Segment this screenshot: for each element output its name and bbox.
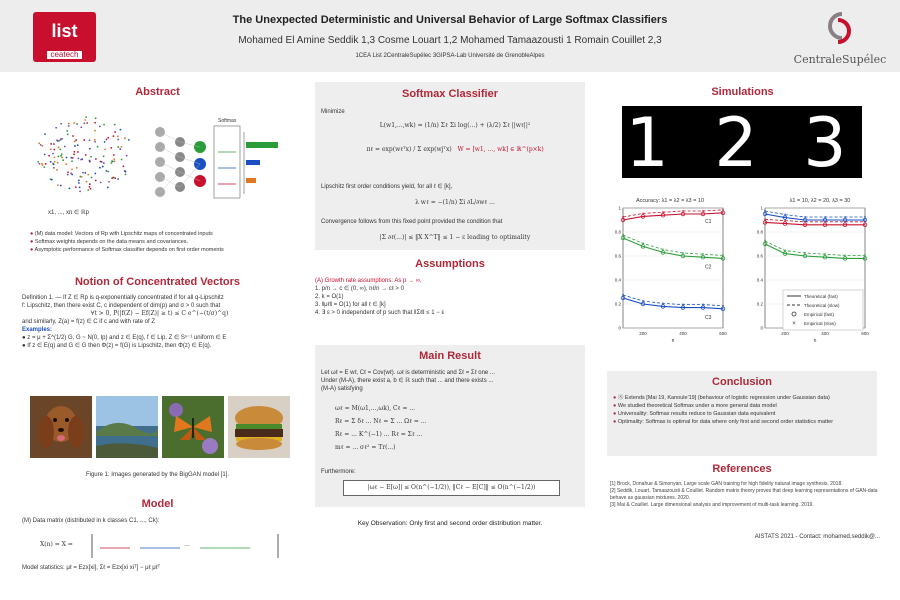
main-result-eq: Rℓ = ... K^(−1) ... Rℓ = Σℓ ... (335, 431, 423, 438)
cloud-point (71, 157, 73, 159)
cloud-point (111, 160, 113, 162)
y-tick-label: 0.4 (756, 277, 763, 283)
cloud-point (114, 124, 116, 126)
data-point-x: × (843, 253, 847, 260)
cloud-point (84, 119, 86, 121)
cloud-point (60, 185, 62, 187)
cloud-point (62, 159, 64, 161)
cloud-point (114, 177, 116, 179)
examples-label: Examples: (22, 327, 53, 333)
data-point-x: × (803, 219, 807, 226)
abstract-heading: Abstract (135, 86, 180, 98)
dog-image (30, 396, 92, 458)
cloud-point (94, 139, 96, 141)
data-point-x: × (661, 210, 665, 217)
cloud-point (89, 139, 91, 141)
cloud-point (89, 148, 91, 150)
data-point-x: × (681, 302, 685, 309)
cloud-point (113, 135, 115, 137)
cloud-point (73, 122, 75, 124)
cloud-point (106, 139, 108, 141)
cs-logo-icon (820, 10, 860, 46)
main-result-eq: mℓ = ... σℓ² = Tr(...) (335, 444, 396, 451)
assumptions-list (315, 277, 585, 317)
key-observation (315, 520, 585, 527)
abstract-bullet: ● (M) data model: Vectors of Rp with Lipschitz maps of concentrated inputs (30, 231, 213, 237)
cloud-point (83, 122, 85, 124)
cloud-point (50, 148, 52, 150)
data-point-x: × (823, 215, 827, 221)
cloud-point (124, 137, 126, 139)
cloud-point (76, 167, 78, 169)
cloud-point (53, 143, 55, 145)
cloud-point (104, 149, 106, 151)
softmax-minimize: Minimize (321, 109, 345, 115)
assumption-item: 4. ∃ ε > 0 independent of p such that ‖Σℓ‖ ≤ 1 − ε (315, 310, 445, 316)
main-result-heading: Main Result (419, 350, 481, 362)
poster-header (0, 0, 900, 72)
cloud-point (102, 166, 104, 168)
data-point-x: × (843, 215, 847, 221)
abstract-bullets (30, 230, 300, 254)
cloud-point (79, 190, 81, 192)
cloud-point (50, 161, 52, 163)
y-tick-label: 0.6 (614, 253, 621, 259)
plot2-title: λ1 = 10, λ2 = 20, λ3 = 30 (789, 198, 851, 204)
matrix-label: X(n) = X = (40, 541, 73, 548)
cloud-point (90, 188, 92, 190)
y-tick-label: 0.8 (614, 229, 621, 235)
plot1-title: Accuracy: λ1 = λ2 = λ3 = 10 (635, 198, 705, 204)
conclusion-item: ● Universality: Softmax results reduce to Gaussian data equivalent (613, 411, 776, 417)
cloud-point (56, 139, 58, 141)
series-label: C2 (705, 264, 712, 271)
cloud-point (117, 139, 119, 141)
concentrated-heading: Notion of Concentrated Vectors (74, 276, 241, 288)
data-point-x: × (701, 209, 705, 215)
cloud-point (87, 189, 89, 191)
data-matrix (40, 532, 280, 560)
cloud-point (95, 158, 97, 160)
cloud-point (56, 169, 58, 171)
cloud-point (113, 158, 115, 160)
cloud-point (94, 173, 96, 175)
series-label: C1 (705, 218, 712, 225)
cloud-point (43, 166, 45, 168)
legend-item: Empirical (slow) (804, 321, 836, 326)
cloud-point (126, 155, 128, 157)
cloud-point (67, 174, 69, 176)
cloud-point (77, 144, 79, 146)
softmax-heading: Softmax Classifier (402, 88, 498, 100)
cloud-point (87, 174, 89, 176)
plot-accuracy-equal (615, 206, 728, 345)
y-tick-label: 0.8 (756, 229, 763, 235)
cloud-point (40, 144, 42, 146)
data-point-x: × (621, 233, 625, 239)
cloud-point (61, 157, 63, 159)
cloud-point (107, 187, 109, 189)
data-point-x: × (641, 241, 645, 248)
definition-line: Definition 1. — If Z ∈ Rp is q-exponentially concentrated if for all q-Lipschitz (22, 295, 224, 301)
x-tick-label: 600 (861, 331, 869, 336)
cloud-point (94, 130, 96, 132)
cloud-point (120, 146, 122, 148)
cloud-point (121, 159, 123, 161)
x-tick-label: 400 (821, 331, 829, 336)
digits-text: 1 2 3 (625, 106, 859, 178)
centralesupelec-logo (790, 10, 890, 66)
main-result-eq: Rℓ = Σ δℓ ... Nℓ = Σ ... Ωℓ = ... (335, 418, 427, 425)
cloud-point (75, 186, 77, 188)
abstract-fig-label: x1, ..., xn ∈ ℝp (48, 210, 89, 216)
assumptions-intro: (A) Growth rate assumptions: As p → ∞, (315, 278, 422, 284)
cloud-point (68, 187, 70, 189)
simulations-heading: Simulations (711, 86, 774, 98)
digits-image (622, 106, 862, 178)
cloud-point (99, 167, 101, 169)
legend-item: Empirical (fast) (804, 312, 835, 317)
cloud-point (94, 122, 96, 124)
data-point-x: × (823, 252, 827, 259)
logo-text: list (51, 21, 78, 41)
cloud-point (55, 127, 57, 129)
main-result-line: Under (M-A), there exist a, b ∈ ℝ such that ... and there exists ... (321, 378, 494, 384)
cloud-point (110, 147, 112, 149)
cloud-point (103, 162, 105, 164)
cloud-point (80, 126, 82, 128)
data-point-x: × (641, 211, 645, 218)
data-point-x: × (701, 302, 705, 309)
assumptions-heading: Assumptions (415, 258, 485, 270)
cloud-point (77, 157, 79, 159)
cloud-point (66, 157, 68, 159)
cloud-point (84, 172, 86, 174)
data-point-x: × (783, 212, 787, 219)
cloud-point (91, 177, 93, 179)
cloud-point (72, 135, 74, 137)
cloud-point (114, 160, 116, 162)
data-point-x: × (621, 215, 625, 221)
cloud-point (70, 172, 72, 174)
cloud-point (58, 155, 60, 157)
cloud-point (89, 183, 91, 185)
abstract-bullet: ● Asymptotic performance of Softmax classifier depends on first order moments (30, 247, 224, 253)
y-tick-label: 0.2 (614, 301, 621, 307)
softmax-loss: L(w1,...,wk) = (1/n) Σℓ Σi log(...) + (λ/2) Σℓ ||wℓ||² (379, 122, 531, 129)
cloud-point (38, 142, 40, 144)
example-item: ● z = μ + Σ^(1/2) G, G ~ N(0, Ip) and z ∈ E(q), f ∈ Lip, Z ∈ Sⁿ⁻¹ uniform ∈ E (22, 335, 227, 341)
abstract-bullet: ● Softmax weights depends on the data means and covariances. (30, 239, 189, 245)
cloud-point (97, 146, 99, 148)
conclusion-item: ● We studied theoretical Softmax under a more general data model (613, 403, 777, 409)
data-point-x: × (783, 218, 787, 225)
cloud-point (89, 160, 91, 162)
assumption-item: 1. p/n → c ∈ (0, ∞), nℓ/n → cℓ > 0 (315, 286, 404, 292)
cloud-point (45, 163, 47, 165)
definition-line: f: Lipschitz, then there exist C, c independent of dim(p) and σ > 0 such that (22, 303, 221, 309)
data-point-x: × (661, 301, 665, 308)
cloud-point (77, 151, 79, 153)
cloud-point (122, 165, 124, 167)
cloud-point (79, 176, 81, 178)
cloud-point (66, 130, 68, 132)
cloud-point (117, 136, 119, 138)
conclusion-item: ● Ⓢ Extends [Mai 19, Kanoule'19] (behaviour of logistic regression under Gaussian data) (613, 395, 830, 401)
cloud-point (67, 171, 69, 173)
cloud-point (73, 151, 75, 153)
data-point-x: × (681, 209, 685, 215)
network-diagram (155, 127, 206, 197)
cloud-point (117, 178, 119, 180)
cloud-point (111, 177, 113, 179)
data-point-x: × (721, 253, 725, 260)
poster-title: The Unexpected Deterministic and Universal Behavior of Large Softmax Classifiers (232, 14, 668, 26)
cloud-point (90, 156, 92, 158)
key-observation-prefix: Key Observation: (357, 520, 408, 527)
cloud-point (125, 173, 127, 175)
y-tick-label: 0.4 (614, 277, 621, 283)
list-logo (33, 12, 96, 62)
burger-image (228, 396, 290, 458)
cloud-point (117, 146, 119, 148)
cloud-point (113, 154, 115, 156)
legend-item: Theoretical (fast) (804, 294, 838, 299)
conclusion-heading: Conclusion (712, 376, 772, 388)
cloud-point (119, 148, 121, 150)
x-tick-label: 200 (639, 331, 647, 336)
main-result-equations (335, 402, 575, 454)
cloud-point (48, 155, 50, 157)
data-point-x: × (763, 209, 767, 215)
softmax-cond-formula: |Σ ∂ℓ(...)| ≤ ‖X X^T‖ ≤ 1 − ε leading to optimality (379, 234, 531, 241)
data-point-x: × (783, 248, 787, 255)
poster-affiliations: 1CEA List 2CentraleSupélec 3GIPSA-Lab Université de GrenobleAlpes (355, 53, 545, 59)
cloud-point (37, 161, 39, 163)
coast-image (96, 396, 158, 458)
cloud-point (75, 139, 77, 141)
data-point-x: × (803, 251, 807, 257)
cloud-point (74, 145, 76, 147)
cloud-point (51, 179, 53, 181)
svg-text:×: × (792, 321, 796, 327)
x-axis-label: n (813, 338, 817, 344)
abstract-figure (30, 102, 290, 220)
cloud-point (44, 154, 46, 156)
cloud-point (53, 167, 55, 169)
figure-caption: Figure 1: Images generated by the BigGAN model [1]. (85, 472, 230, 478)
cloud-point (105, 170, 107, 172)
cloud-point (95, 180, 97, 182)
cloud-point (95, 117, 97, 119)
softmax-label: Softmax (218, 118, 237, 124)
cloud-point (64, 146, 66, 148)
data-point-x: × (863, 219, 867, 226)
cloud-point (80, 159, 82, 161)
data-point-x: × (621, 293, 625, 299)
cloud-point (74, 140, 76, 142)
cloud-point (61, 138, 63, 140)
x-tick-label: 200 (781, 331, 789, 336)
cloud-point (104, 141, 106, 143)
cloud-point (78, 182, 80, 184)
cloud-point (71, 160, 73, 162)
cloud-point (103, 155, 105, 157)
cloud-point (100, 182, 102, 184)
assumption-item: 2. k = O(1) (315, 294, 344, 300)
cloud-point (60, 139, 62, 141)
x-axis-label: n (671, 338, 675, 344)
legend-item: Theoretical (slow) (804, 303, 840, 308)
data-point-x: × (803, 215, 807, 221)
data-point-x: × (641, 299, 645, 305)
cloud-point (53, 163, 55, 165)
cloud-point (60, 123, 62, 125)
cloud-point (73, 153, 75, 155)
main-result-furthermore: Furthermore: (321, 469, 356, 475)
cloud-point (59, 148, 61, 150)
cloud-point (42, 145, 44, 147)
cloud-point (85, 154, 87, 156)
cloud-point (71, 168, 73, 170)
references-footer: AISTATS 2021 - Contact: mohamed.seddik@... (754, 534, 880, 540)
cloud-point (86, 181, 88, 183)
cloud-point (67, 133, 69, 135)
y-tick-label: 0.6 (756, 253, 763, 259)
y-tick-label: 1 (760, 205, 763, 211)
model-heading: Model (141, 498, 174, 510)
example-item: ● If z ∈ E(q) and G ∈ G then Φ(z) = f(G) is Lipschitz, then Φ(z) ∈ E(q). (22, 343, 212, 349)
matrix-drawing (90, 532, 280, 560)
definition-note: and similarly, Z(a) = f(z) ∈ C if c and with rate of Z (22, 319, 155, 325)
cloud-point (82, 172, 84, 174)
cloud-point (114, 131, 116, 133)
cloud-point (110, 162, 112, 164)
cloud-point (108, 181, 110, 183)
plot-legend (783, 290, 863, 330)
cloud-point (107, 171, 109, 173)
y-tick-label: 0 (618, 325, 621, 331)
conclusion-list (613, 394, 873, 426)
main-result-eq: ωℓ = M(ω1,...,ωk), Cℓ = ... (335, 405, 416, 412)
series-label: C3 (705, 314, 712, 321)
svg-text:…: … (184, 542, 190, 548)
references-list (610, 481, 878, 509)
cloud-point (78, 179, 80, 181)
main-result-text (321, 369, 581, 393)
data-point-x: × (763, 217, 767, 224)
cloud-point (107, 137, 109, 139)
conclusion-item: ● Optimality: Softmax is optimal for data where only first and second order statistics matter (613, 419, 834, 425)
reference-item: [3] Mai & Couillet. Large dimensional analysis and improvement of multi-task learning. 2019. (610, 502, 814, 508)
cloud-point (44, 133, 46, 135)
key-observation-text: Only first and second order distribution matter. (409, 520, 543, 527)
cloud-point (54, 161, 56, 163)
cloud-point (83, 139, 85, 141)
assumption-item: 3. ‖μℓ‖ = O(1) for all ℓ ∈ [k] (315, 302, 386, 308)
y-tick-label: 0.2 (756, 301, 763, 307)
data-point-x: × (661, 247, 665, 254)
y-tick-label: 0 (760, 325, 763, 331)
cloud-point (100, 161, 102, 163)
cloud-point (68, 123, 70, 125)
definition-text (22, 294, 297, 350)
softmax-update: λ wℓ = −(1/n) Σi ∂L/∂wℓ ... (415, 199, 495, 206)
data-point-x: × (823, 219, 827, 226)
data-point-x: × (863, 253, 867, 260)
cloud-point (128, 139, 130, 141)
cloud-point (79, 186, 81, 188)
model-line: (M) Data matrix (distributed in k classes C1, ..., Ck): (22, 518, 160, 524)
cloud-point (85, 116, 87, 118)
cloud-point (61, 153, 63, 155)
cloud-point (86, 122, 88, 124)
softmax-solution: Lipschitz first order conditions yield, for all ℓ ∈ [k], (321, 184, 453, 190)
cloud-point (103, 124, 105, 126)
butterfly-image (162, 396, 224, 458)
cloud-point (42, 164, 44, 166)
cloud-point (60, 155, 62, 157)
cloud-point (58, 147, 60, 149)
cloud-point (120, 129, 122, 131)
data-point-x: × (863, 215, 867, 221)
cloud-point (65, 163, 67, 165)
main-result-line: (M-A) satisfying (321, 386, 363, 392)
data-point-x: × (763, 239, 767, 245)
cloud-point (94, 141, 96, 143)
logo-sub: ceatech (47, 51, 81, 59)
cloud-point (76, 123, 78, 125)
cloud-point (53, 157, 55, 159)
cloud-point (89, 186, 91, 188)
data-point-x: × (701, 252, 705, 259)
data-point-x: × (721, 303, 725, 310)
definition-formula: ∀t > 0, P(|f(Z) − Ef(Z)| ≥ t) ≤ C e^(−(t/σ)^q) (90, 310, 229, 317)
x-tick-label: 400 (679, 331, 687, 336)
cloud-point (57, 184, 59, 186)
cloud-point (53, 149, 55, 151)
simulation-plots (605, 192, 895, 360)
y-tick-label: 1 (618, 205, 621, 211)
cloud-point (124, 170, 126, 172)
cloud-point (38, 163, 40, 165)
cloud-point (68, 125, 70, 127)
cloud-point (50, 143, 52, 145)
reference-item: [1] Brock, Donahue & Simonyan, Large scale GAN training for high fidelity natural image synthesis. 2018. (610, 481, 843, 487)
softmax-probs: πℓ = exp(wℓᵀx) / Σ exp(wjᵀx) W = [w1, ..., wk] ∈ ℝ^(p×k) (366, 146, 544, 153)
data-point-x: × (721, 207, 725, 214)
data-cloud (37, 116, 129, 192)
main-result-bound: |ωℓ − E[ω]| ≤ O(n^(−1/2)), ‖Cℓ − E[C]‖ ≤ O(n^(−1/2)) (343, 480, 560, 496)
cloud-point (99, 125, 101, 127)
main-result-line: Let ωℓ = E wℓ, Cℓ = Cov(wℓ). ωℓ is deterministic and Σℓ = Σℓ one ... (321, 370, 495, 376)
cs-logo-text: CentraleSupélec (793, 53, 887, 66)
data-point-x: × (843, 219, 847, 226)
poster-authors: Mohamed El Amine Seddik 1,3 Cosme Louart 1,2 Mohamed Tamaazousti 1 Romain Couillet 2,3 (238, 35, 662, 46)
x-tick-label: 600 (719, 331, 727, 336)
model-stats: Model statistics: μℓ = Ezx[xi], Σℓ = Ezx[xi xiᵀ] − μℓ μℓᵀ (22, 565, 161, 571)
cloud-point (52, 153, 54, 155)
cloud-point (57, 162, 59, 164)
data-point-x: × (681, 251, 685, 257)
softmax-condition: Convergence follows from this fixed point provided the condition that (321, 219, 503, 225)
reference-item: [2] Seddik, Louart, Tamaazousti & Couillet. Random matrix theory proves that deep learning representations of GAN-data behave as gaussian mixtures. 2020. (610, 488, 878, 501)
references-heading: References (712, 463, 772, 475)
